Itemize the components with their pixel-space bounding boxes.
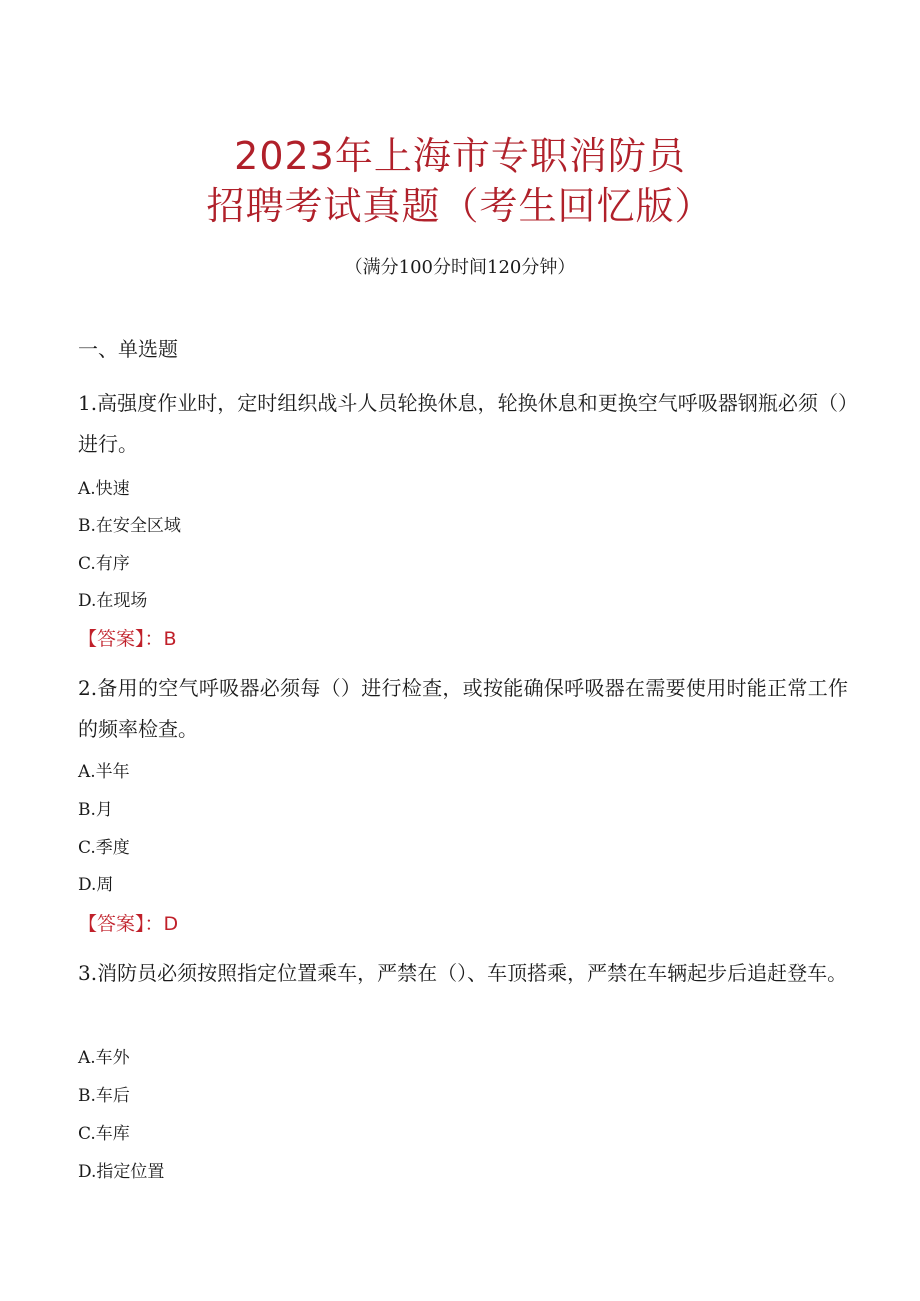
question-2-option-b: B.月 <box>78 800 113 820</box>
question-1-answer: 【答案】：B <box>78 628 177 650</box>
question-3-option-d: D.指定位置 <box>78 1162 165 1182</box>
question-2-option-c: C.季度 <box>78 838 130 858</box>
question-3-option-c: C.车库 <box>78 1124 130 1144</box>
question-1-text: 1.高强度作业时，定时组织战斗人员轮换休息，轮换休息和更换空气呼吸器钢瓶必须（）进行。 <box>78 391 848 456</box>
question-2-option-a: A.半年 <box>78 762 130 782</box>
question-1-option-a: A.快速 <box>78 479 130 499</box>
question-1-option-b: B.在安全区域 <box>78 516 181 536</box>
question-1-option-d: D.在现场 <box>78 591 148 611</box>
document-title-line-2: 招聘考试真题（考生回忆版） <box>206 184 714 228</box>
document-title-line-1: 2023年上海市专职消防员 <box>234 134 686 178</box>
question-3-text: 3.消防员必须按照指定位置乘车，严禁在（）、车顶搭乘，严禁在车辆起步后追赶登车。 <box>78 961 848 985</box>
exam-info-subtitle: （满分100分时间120分钟） <box>344 257 576 278</box>
question-2-text: 2.备用的空气呼吸器必须每（）进行检查，或按能确保呼吸器在需要使用时能正常工作的频率检查。 <box>78 676 848 741</box>
question-3-option-a: A.车外 <box>78 1048 130 1068</box>
question-3-option-b: B.车后 <box>78 1086 130 1106</box>
question-2-option-d: D.周 <box>78 875 114 895</box>
question-2-answer: 【答案】：D <box>78 913 179 935</box>
section-heading: 一、单选题 <box>78 337 178 361</box>
question-1-option-c: C.有序 <box>78 554 130 574</box>
